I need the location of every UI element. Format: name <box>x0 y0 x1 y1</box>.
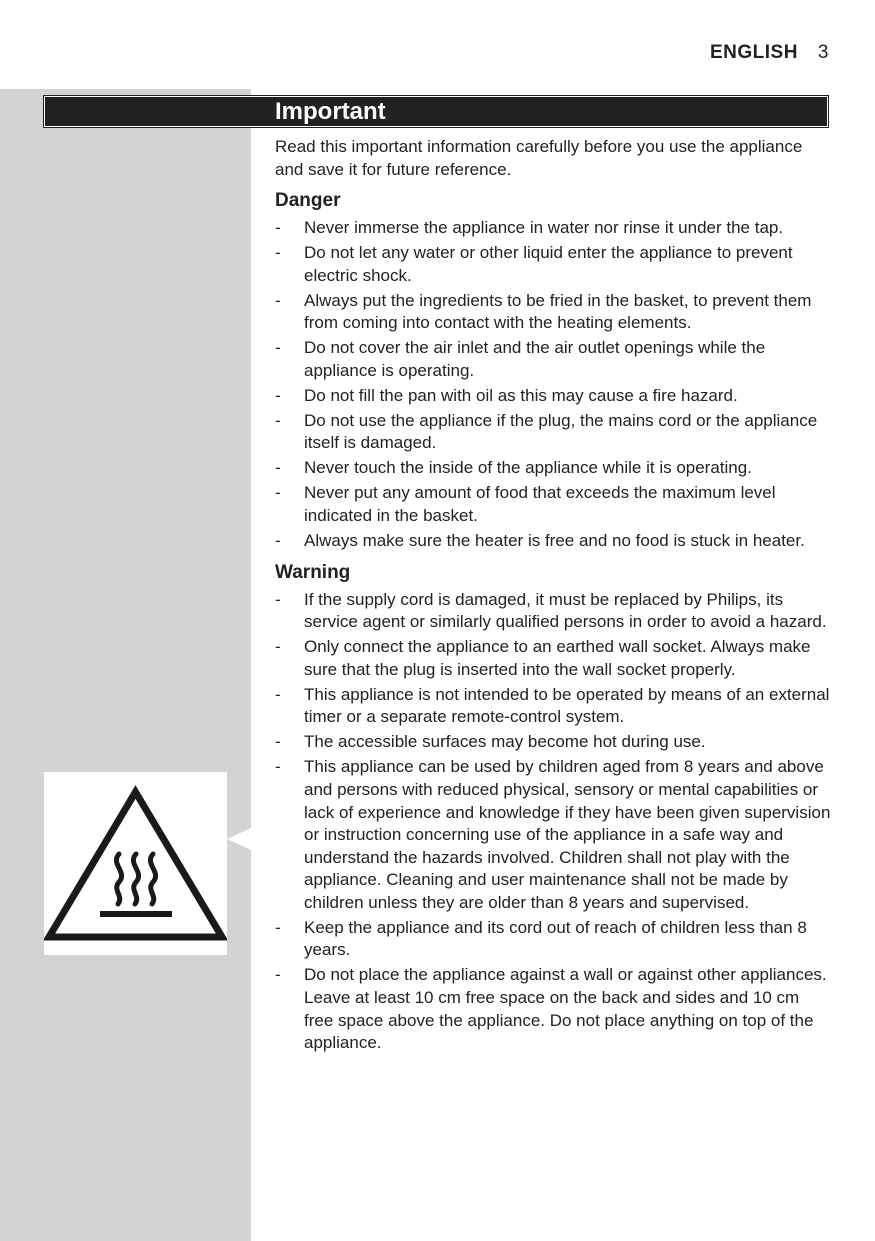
list-item-text: Always make sure the heater is free and no food is stuck in heater. <box>304 531 805 551</box>
main-content <box>275 136 831 1057</box>
danger-list <box>275 217 831 552</box>
list-item-text: This appliance can be used by children aged from 8 years and above and persons with reduced physical, sensory or mental capabilities or lack of experience and knowledge if they have been given supervision or instruction concerning use of the appliance in a safe way and understand the hazards involved. Children shall not play with the appliance. Cleaning and user maintenance shall not be made by children unless they are older than 8 years and supervised. <box>304 757 831 912</box>
page-number: 3 <box>817 42 829 63</box>
warning-heading: Warning <box>275 561 351 583</box>
list-item <box>275 337 831 382</box>
list-item <box>275 242 831 287</box>
list-item <box>275 684 831 729</box>
list-marker: - <box>275 483 281 503</box>
margin-sidebar <box>0 89 251 1241</box>
page-header <box>710 42 829 64</box>
hot-surface-triangle-icon <box>44 772 227 955</box>
list-item <box>275 385 831 408</box>
list-item <box>275 217 831 240</box>
list-marker: - <box>275 757 281 777</box>
list-item-text: The accessible surfaces may become hot during use. <box>304 732 706 752</box>
list-marker: - <box>275 243 281 263</box>
list-item <box>275 482 831 527</box>
list-item-text: Do not let any water or other liquid enter the appliance to prevent electric shock. <box>304 243 793 285</box>
list-item-text: Do not use the appliance if the plug, the mains cord or the appliance itself is damaged. <box>304 410 818 453</box>
list-marker: - <box>275 589 281 609</box>
list-marker: - <box>275 965 281 985</box>
language-label: ENGLISH <box>709 42 798 63</box>
list-item-text: Never immerse the appliance in water nor rinse it under the tap. <box>304 218 784 238</box>
intro-text: Read this important information carefully before you use the appliance and save it for future reference. <box>275 137 803 179</box>
list-marker: - <box>275 458 281 478</box>
section-title: Important <box>275 98 386 125</box>
list-marker: - <box>275 218 281 238</box>
list-item <box>275 290 831 335</box>
list-item-text: Keep the appliance and its cord out of reach of children less than 8 years. <box>304 917 807 960</box>
list-item-text: Always put the ingredients to be fried in the basket, to prevent them from coming into contact with the heating elements. <box>304 290 812 333</box>
list-item-text: Never touch the inside of the appliance while it is operating. <box>304 458 752 478</box>
list-item-text: Do not fill the pan with oil as this may cause a fire hazard. <box>304 385 738 405</box>
list-marker: - <box>275 637 281 657</box>
list-marker: - <box>275 732 281 752</box>
list-item <box>275 917 831 962</box>
list-marker: - <box>275 290 281 310</box>
list-item <box>275 964 831 1054</box>
list-item <box>275 731 831 754</box>
list-item <box>275 530 831 553</box>
list-item-text: If the supply cord is damaged, it must be replaced by Philips, its service agent or similarly qualified persons in order to avoid a hazard. <box>304 589 827 632</box>
hot-surface-warning-icon <box>44 772 227 955</box>
list-marker: - <box>275 917 281 937</box>
warning-list <box>275 589 831 1055</box>
list-item-text: Do not place the appliance against a wall or against other appliances. Leave at least 10 cm free space on the back and sides and 10 cm free space above the appliance. Do not place anything on top of the appliance. <box>304 965 827 1053</box>
list-marker: - <box>275 338 281 358</box>
list-marker: - <box>275 531 281 551</box>
list-item <box>275 589 831 634</box>
list-item <box>275 756 831 914</box>
list-item-text: Do not cover the air inlet and the air outlet openings while the appliance is operating. <box>304 338 766 380</box>
danger-heading: Danger <box>275 190 341 212</box>
list-item <box>275 457 831 480</box>
list-item-text: This appliance is not intended to be operated by means of an external timer or a separate remote-control system. <box>304 684 830 727</box>
list-marker: - <box>275 385 281 405</box>
list-item-text: Never put any amount of food that exceeds the maximum level indicated in the basket. <box>304 483 776 526</box>
list-marker: - <box>275 684 281 704</box>
list-item <box>275 410 831 455</box>
list-item <box>275 636 831 681</box>
list-marker: - <box>275 410 281 430</box>
section-title-bar <box>44 96 828 127</box>
icon-pointer <box>227 828 251 850</box>
list-item-text: Only connect the appliance to an earthed wall socket. Always make sure that the plug is inserted into the wall socket properly. <box>304 637 811 679</box>
